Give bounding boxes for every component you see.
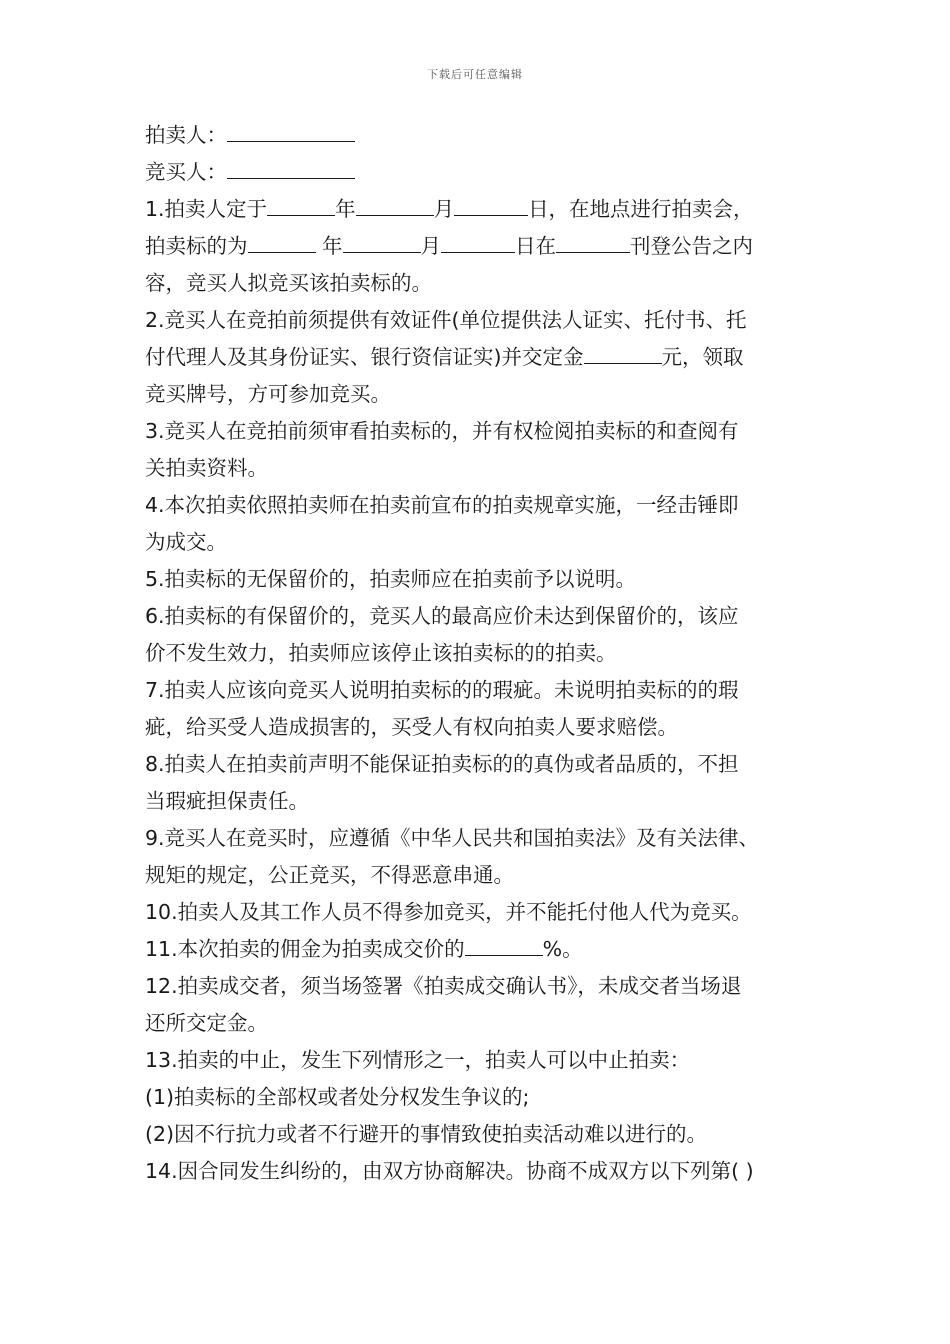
seller-label: 拍卖人：	[145, 123, 227, 147]
clause-3-line-1: 3.竞买人在竞拍前须审看拍卖标的，并有权检阅拍卖标的和查阅有	[145, 419, 739, 443]
clause-4-line-1: 4.本次拍卖依照拍卖师在拍卖前宣布的拍卖规章实施，一经击锤即	[145, 493, 739, 517]
document-body	[145, 117, 835, 1190]
clause-10: 10.拍卖人及其工作人员不得参加竞买，并不能托付他人代为竞买。	[145, 900, 752, 924]
clause-4-line-2: 为成交。	[145, 530, 227, 554]
clause-text: 付代理人及其身份证实、银行资信证实)并交定金	[145, 345, 584, 369]
clause-12-line-1: 12.拍卖成交者，须当场签署《拍卖成交确认书》，未成交者当场退	[145, 974, 742, 998]
seller-blank[interactable]	[227, 119, 355, 142]
buyer-line	[145, 154, 835, 191]
clause-13-item-1: (1)拍卖标的全部权或者处分权发生争议的;	[145, 1085, 530, 1109]
clause-13-item-2: (2)因不行抗力或者不行避开的事情致使拍卖活动难以进行的。	[145, 1122, 708, 1146]
seller-line	[145, 117, 835, 154]
clause-1-line-2	[145, 228, 835, 265]
clause-12-line-2: 还所交定金。	[145, 1011, 268, 1035]
clause-text: 11.本次拍卖的佣金为拍卖成交价的	[145, 937, 465, 961]
clause-3-line-2: 关拍卖资料。	[145, 456, 268, 480]
year-blank-2[interactable]	[248, 230, 316, 253]
clause-13-line-1: 13.拍卖的中止，发生下列情形之一，拍卖人可以中止拍卖：	[145, 1048, 691, 1072]
clause-7-line-1: 7.拍卖人应该向竞买人说明拍卖标的的瑕疵。未说明拍卖标的的瑕	[145, 678, 739, 702]
clause-text: 年	[315, 234, 343, 258]
clause-text: 日，在地点进行拍卖会，	[528, 197, 754, 221]
month-blank[interactable]	[356, 193, 434, 216]
buyer-blank[interactable]	[227, 156, 355, 179]
clause-text: 元，领取	[661, 345, 744, 369]
clause-1-line-3: 容，竞买人拟竞买该拍卖标的。	[145, 271, 432, 295]
clause-14: 14.因合同发生纠纷的，由双方协商解决。协商不成双方以下列第( )	[145, 1159, 754, 1183]
clause-text: 月	[420, 234, 442, 258]
deposit-blank[interactable]	[584, 341, 662, 364]
day-blank[interactable]	[454, 193, 528, 216]
clause-2-line-2	[145, 339, 835, 376]
clause-text: 拍卖标的为	[145, 234, 248, 258]
clause-6-line-2: 价不发生效力，拍卖师应该停止该拍卖标的的拍卖。	[145, 641, 617, 665]
clause-text: 日在	[515, 234, 557, 258]
year-blank[interactable]	[267, 193, 335, 216]
month-blank-2[interactable]	[343, 230, 421, 253]
publication-blank[interactable]	[556, 230, 630, 253]
clause-text: %。	[542, 937, 583, 961]
clause-8-line-2: 当瑕疵担保责任。	[145, 789, 309, 813]
clause-6-line-1: 6.拍卖标的有保留价的，竞买人的最高应价未达到保留价的，该应	[145, 604, 739, 628]
clause-11	[145, 931, 835, 968]
clause-2-line-1: 2.竞买人在竞拍前须提供有效证件(单位提供法人证实、托付书、托	[145, 308, 747, 332]
clause-text: 月	[433, 197, 455, 221]
buyer-label: 竞买人：	[145, 160, 227, 184]
day-blank-2[interactable]	[441, 230, 515, 253]
clause-7-line-2: 疵，给买受人造成损害的，买受人有权向拍卖人要求赔偿。	[145, 715, 678, 739]
clause-text: 刊登公告之内	[630, 234, 754, 258]
clause-9-line-2: 规矩的规定，公正竞买，不得恶意串通。	[145, 863, 514, 887]
commission-blank[interactable]	[465, 933, 543, 956]
clause-1-line-1	[145, 191, 835, 228]
header-note: 下载后可任意编辑	[427, 68, 523, 81]
clause-5: 5.拍卖标的无保留价的，拍卖师应在拍卖前予以说明。	[145, 567, 637, 591]
clause-2-line-3: 竞买牌号，方可参加竞买。	[145, 382, 391, 406]
clause-8-line-1: 8.拍卖人在拍卖前声明不能保证拍卖标的的真伪或者品质的，不担	[145, 752, 739, 776]
clause-9-line-1: 9.竞买人在竞买时，应遵循《中华人民共和国拍卖法》及有关法律、	[145, 826, 760, 850]
clause-text: 1.拍卖人定于	[145, 197, 268, 221]
clause-text: 年	[335, 197, 356, 221]
